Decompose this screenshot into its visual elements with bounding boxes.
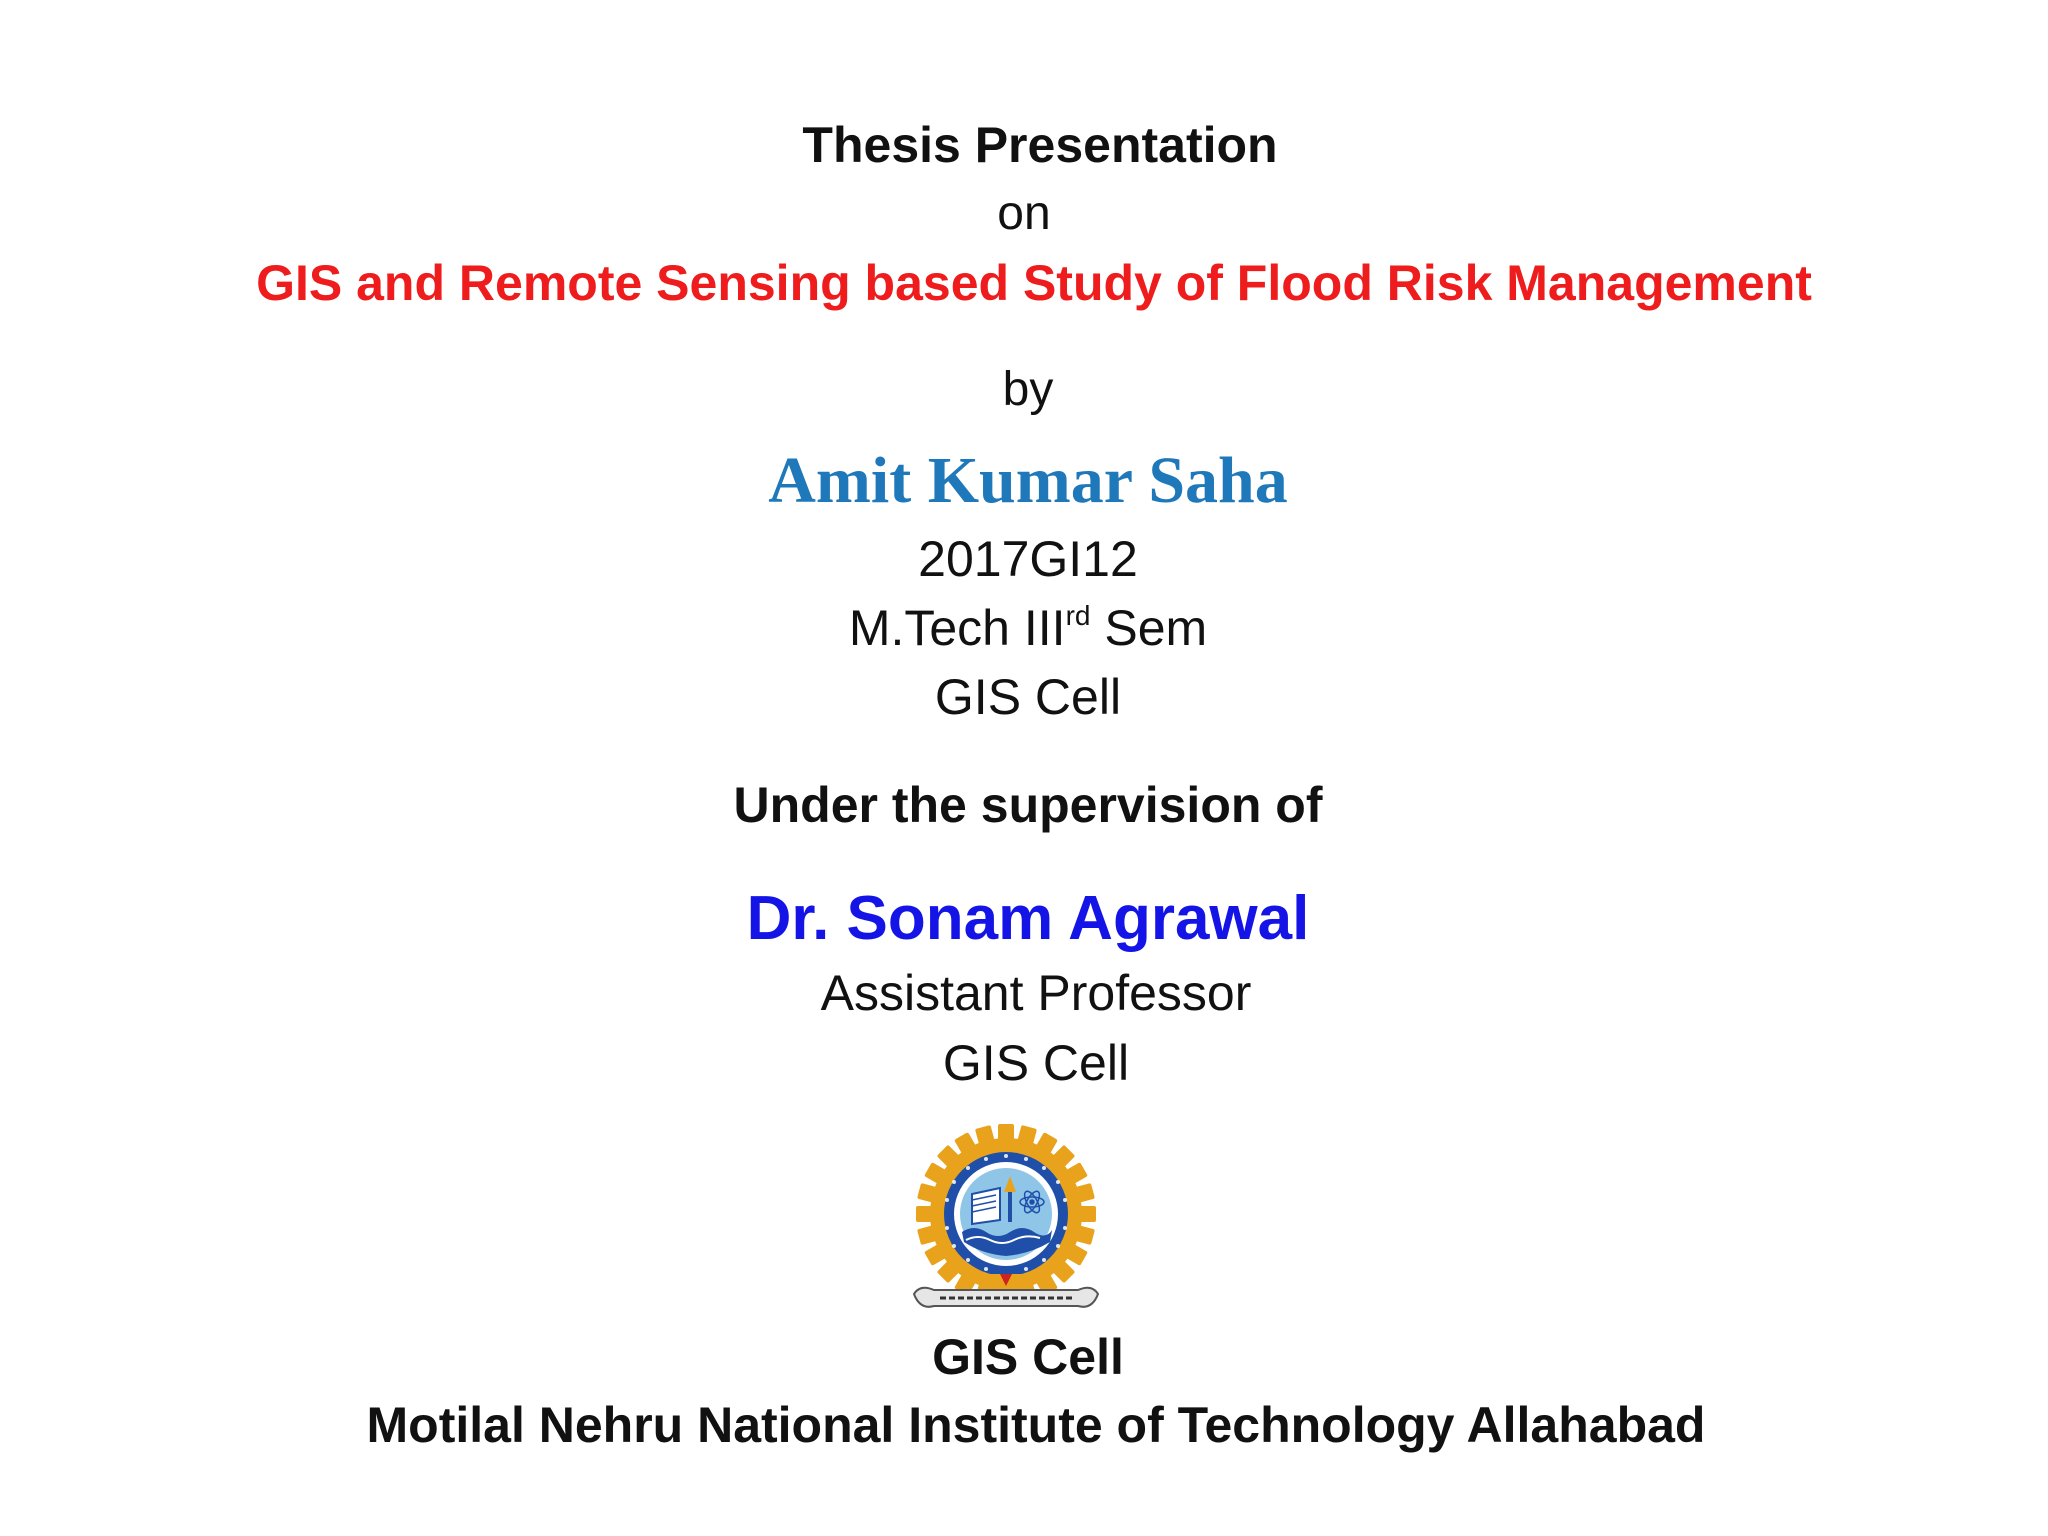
author-department: GIS Cell bbox=[934, 669, 1122, 725]
supervisor-designation: Assistant Professor bbox=[820, 965, 1252, 1021]
footer-department: GIS Cell bbox=[932, 1329, 1124, 1385]
program-suffix: Sem bbox=[1090, 600, 1208, 656]
supervisor-department: GIS Cell bbox=[942, 1035, 1130, 1091]
connector-on: on bbox=[997, 187, 1051, 240]
program-prefix: M.Tech III bbox=[848, 600, 1066, 656]
roll-number: 2017GI12 bbox=[918, 531, 1138, 587]
institute-name: Motilal Nehru National Institute of Technology Allahabad bbox=[366, 1397, 1706, 1453]
supervision-label: Under the supervision of bbox=[733, 777, 1323, 833]
institute-emblem-logo bbox=[900, 1124, 1112, 1324]
program-superscript: rd bbox=[1065, 600, 1091, 631]
author-name: Amit Kumar Saha bbox=[768, 444, 1288, 517]
connector-by: by bbox=[1002, 363, 1054, 416]
thesis-topic: GIS and Remote Sensing based Study of Flood Risk Management bbox=[256, 255, 1812, 311]
program-semester bbox=[4, 600, 2048, 656]
book-icon bbox=[972, 1188, 1000, 1224]
motto-scroll bbox=[914, 1288, 1098, 1307]
slide-heading: Thesis Presentation bbox=[802, 117, 1278, 173]
supervisor-name: Dr. Sonam Agrawal bbox=[746, 884, 1310, 953]
